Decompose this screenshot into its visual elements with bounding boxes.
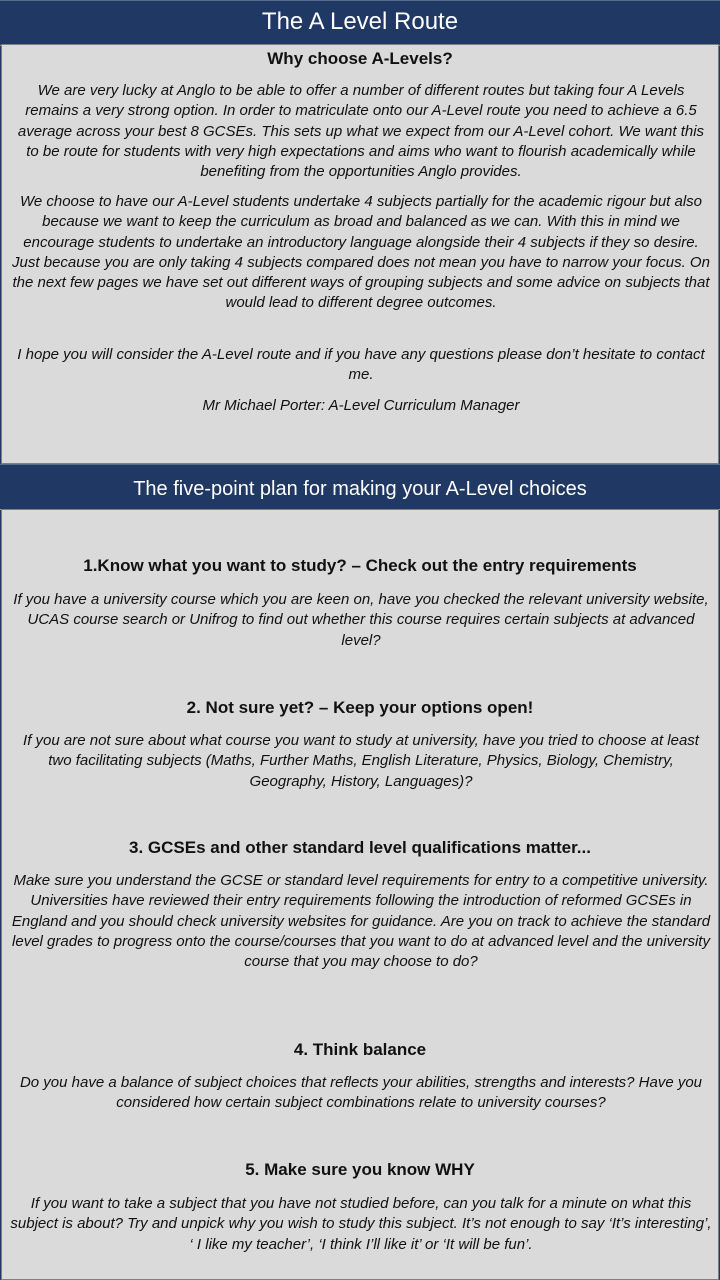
point-5-text: If you want to take a subject that you have not studied before, can you talk for a minute on what this subject is about? Try and unpick why you wish to study this subject. It’s not enough to say ‘It’s interesting’, ‘ I like my teacher’, ‘I think I’ll like it’ or ‘It will be fun’. [10, 1195, 712, 1253]
point-4-text: Do you have a balance of subject choices that reflects your abilities, strengths and interests? Have you considered how certain subject combinations relate to university courses? [19, 1074, 703, 1112]
intro-paragraph-3: I hope you will consider the A-Level route and if you have any questions please don’t hesitate to contact me. [17, 346, 705, 384]
intro-paragraph-1: We are very lucky at Anglo to be able to offer a number of different routes but taking four A Levels remains a very strong option. In order to matriculate onto our A-Level route you need to achieve a 6.5 average across your best 8 GCSEs. This sets up what we expect from our A-Level cohort. We want this to be route for students with very high expectations and aims who want to flourish academically while benefiting from the opportunities Anglo provides. [17, 82, 705, 181]
page-title: The A Level Route [0, 0, 720, 46]
point-3-text: Make sure you understand the GCSE or standard level requirements for entry to a competitive university. Universities have reviewed their entry requirements following the introduction of reformed GCSEs in England and you should check university websites for guidance. Are you on track to achieve the standard level grades to progress onto the course/courses that you want to do at advanced level and the university course that you may choose to do? [11, 872, 711, 971]
intro-panel [1, 44, 719, 464]
point-1-heading: 1.Know what you want to study? – Check out the entry requirements [83, 556, 637, 575]
point-4-heading: 4. Think balance [293, 1040, 427, 1059]
intro-heading: Why choose A-Levels? [267, 49, 453, 68]
point-2-text: If you are not sure about what course you want to study at university, have you tried to choose at least two facilitating subjects (Maths, Further Maths, English Literature, Physics, Biology, Chemistry, Geography, History, Languages)? [23, 732, 699, 790]
point-1-text: If you have a university course which you are keen on, have you checked the relevant university website, UCAS course search or Unifrog to find out whether this course requires certain subjects at advanced level? [13, 591, 709, 649]
plan-title: The five-point plan for making your A-Level choices [0, 464, 720, 510]
plan-panel [1, 509, 719, 1280]
intro-paragraph-2: We choose to have our A-Level students undertake 4 subjects partially for the academic rigour but also because we want to keep the curriculum as broad and balanced as we can. With this in mind we encourage students to undertake an introductory language alongside their 4 subjects if they so desire. Just because you are only taking 4 subjects compared does not mean you have to narrow your focus. On the next few pages we have set out different ways of grouping subjects and some advice on subjects that would lead to different degree outcomes. [12, 193, 710, 312]
point-2-heading: 2. Not sure yet? – Keep your options open! [186, 698, 534, 717]
author-signature: Mr Michael Porter: A-Level Curriculum Manager [202, 397, 520, 414]
point-5-heading: 5. Make sure you know WHY [245, 1160, 475, 1179]
point-3-heading: 3. GCSEs and other standard level qualifications matter... [129, 838, 591, 857]
